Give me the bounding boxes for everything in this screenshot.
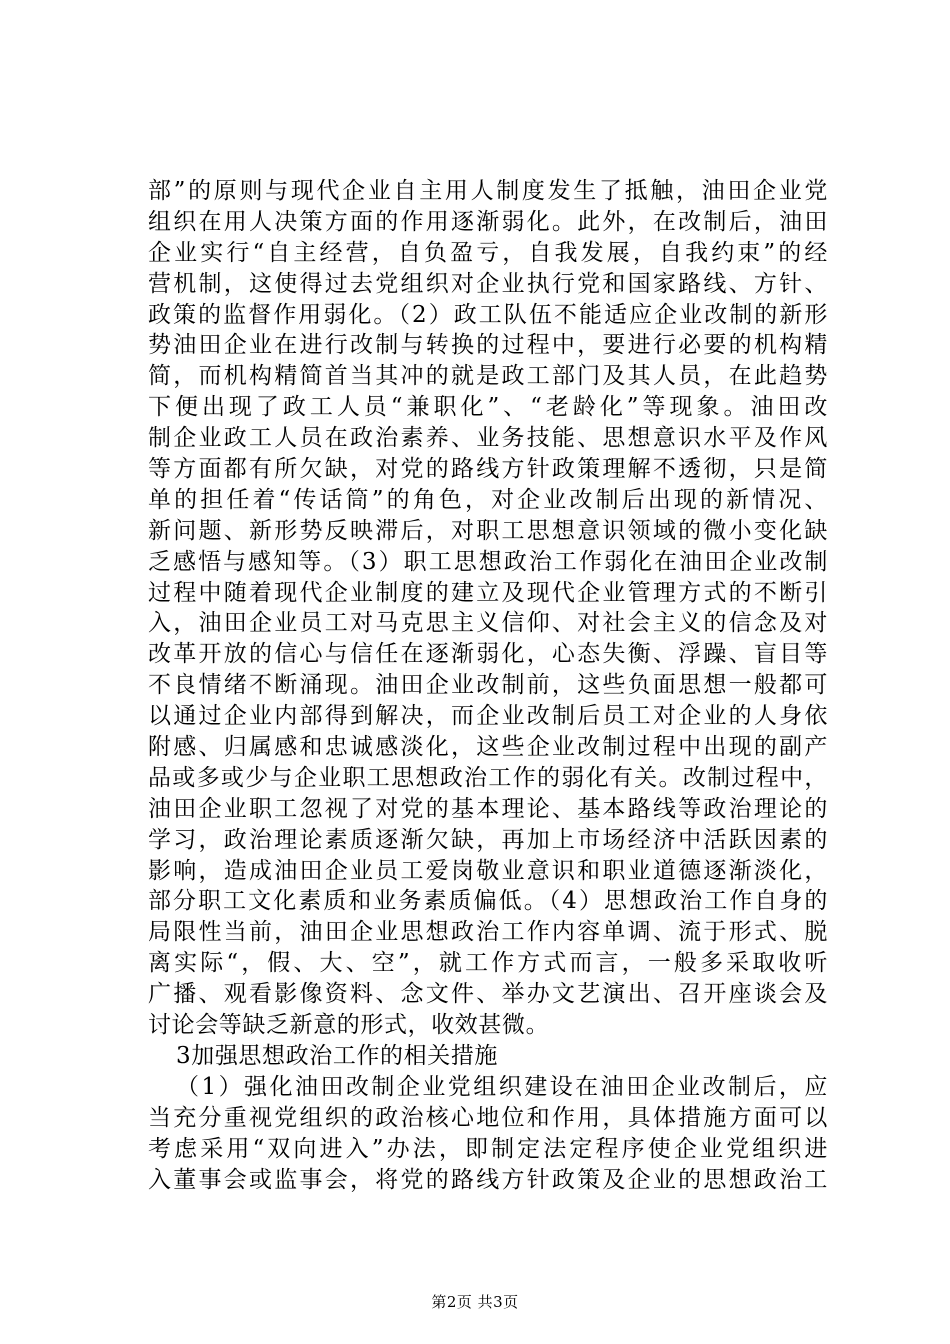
paragraph-line: 以通过企业内部得到解决，而企业改制后员工对企业的人身依: [148, 703, 828, 730]
paragraph-line: 部分职工文化素质和业务素质偏低。（4）思想政治工作自身的: [148, 888, 828, 915]
section-paragraph-line: （1）强化油田改制企业党组织建设在油田企业改制后，应: [176, 1073, 828, 1100]
paragraph-line: 企业实行“自主经营，自负盈亏，自我发展，自我约束”的经: [148, 239, 828, 266]
paragraph-line: 局限性当前，油田企业思想政治工作内容单调、流于形式、脱: [148, 919, 828, 946]
section-paragraph-line: 考虑采用“双向进入”办法，即制定法定程序使企业党组织进: [148, 1135, 828, 1162]
paragraph-line: 单的担任着“传话筒”的角色，对企业改制后出现的新情况、: [148, 486, 828, 513]
paragraph-line: 制企业政工人员在政治素养、业务技能、思想意识水平及作风: [148, 425, 828, 452]
paragraph-line: 下便出现了政工人员“兼职化”、“老龄化”等现象。油田改: [148, 394, 828, 421]
section-paragraph-line: 当充分重视党组织的政治核心地位和作用，具体措施方面可以: [148, 1104, 828, 1131]
paragraph-line: 学习，政治理论素质逐渐欠缺，再加上市场经济中活跃因素的: [148, 826, 828, 853]
paragraph-line: 营机制，这使得过去党组织对企业执行党和国家路线、方针、: [148, 270, 828, 297]
paragraph-line: 乏感悟与感知等。（3）职工思想政治工作弱化在油田企业改制: [148, 548, 828, 575]
paragraph-line: 入，油田企业员工对马克思主义信仰、对社会主义的信念及对: [148, 610, 828, 637]
paragraph-line: 离实际“，假、大、空”，就工作方式而言，一般多采取收听: [148, 950, 828, 977]
body-text: [148, 176, 828, 1195]
paragraph-line: 改革开放的信心与信任在逐渐弱化，心态失衡、浮躁、盲目等: [148, 641, 828, 668]
paragraph-line: 油田企业职工忽视了对党的基本理论、基本路线等政治理论的: [148, 795, 828, 822]
paragraph-line: 过程中随着现代企业制度的建立及现代企业管理方式的不断引: [148, 579, 828, 606]
paragraph-line: 组织在用人决策方面的作用逐渐弱化。此外，在改制后，油田: [148, 208, 828, 235]
section-paragraph-line: 入董事会或监事会，将党的路线方针政策及企业的思想政治工: [148, 1166, 828, 1193]
paragraph-line: 等方面都有所欠缺，对党的路线方针政策理解不透彻，只是简: [148, 456, 828, 483]
paragraph-line: 影响，造成油田企业员工爱岗敬业意识和职业道德逐渐淡化，: [148, 857, 828, 884]
paragraph-line: 附感、归属感和忠诚感淡化，这些企业改制过程中出现的副产: [148, 734, 828, 761]
paragraph-line: 部”的原则与现代企业自主用人制度发生了抵触，油田企业党: [148, 178, 828, 204]
paragraph-line: 政策的监督作用弱化。（2）政工队伍不能适应企业改制的新形: [148, 301, 828, 328]
paragraph-line: 讨论会等缺乏新意的形式，收效甚微。: [148, 1012, 550, 1039]
paragraph-line: 新问题、新形势反映滞后，对职工思想意识领域的微小变化缺: [148, 517, 828, 544]
paragraph-line: 势油田企业在进行改制与转换的过程中，要进行必要的机构精: [148, 332, 828, 359]
paragraph-line: 广播、观看影像资料、念文件、举办文艺演出、召开座谈会及: [148, 981, 828, 1008]
paragraph-line: 品或多或少与企业职工思想政治工作的弱化有关。改制过程中，: [148, 764, 828, 791]
section-heading: 3加强思想政治工作的相关措施: [176, 1042, 499, 1069]
page-number-footer: 第2页 共3页: [431, 1293, 519, 1311]
paragraph-line: 简，而机构精简首当其冲的就是政工部门及其人员，在此趋势: [148, 363, 828, 390]
paragraph-line: 不良情绪不断涌现。油田企业改制前，这些负面思想一般都可: [148, 672, 828, 699]
